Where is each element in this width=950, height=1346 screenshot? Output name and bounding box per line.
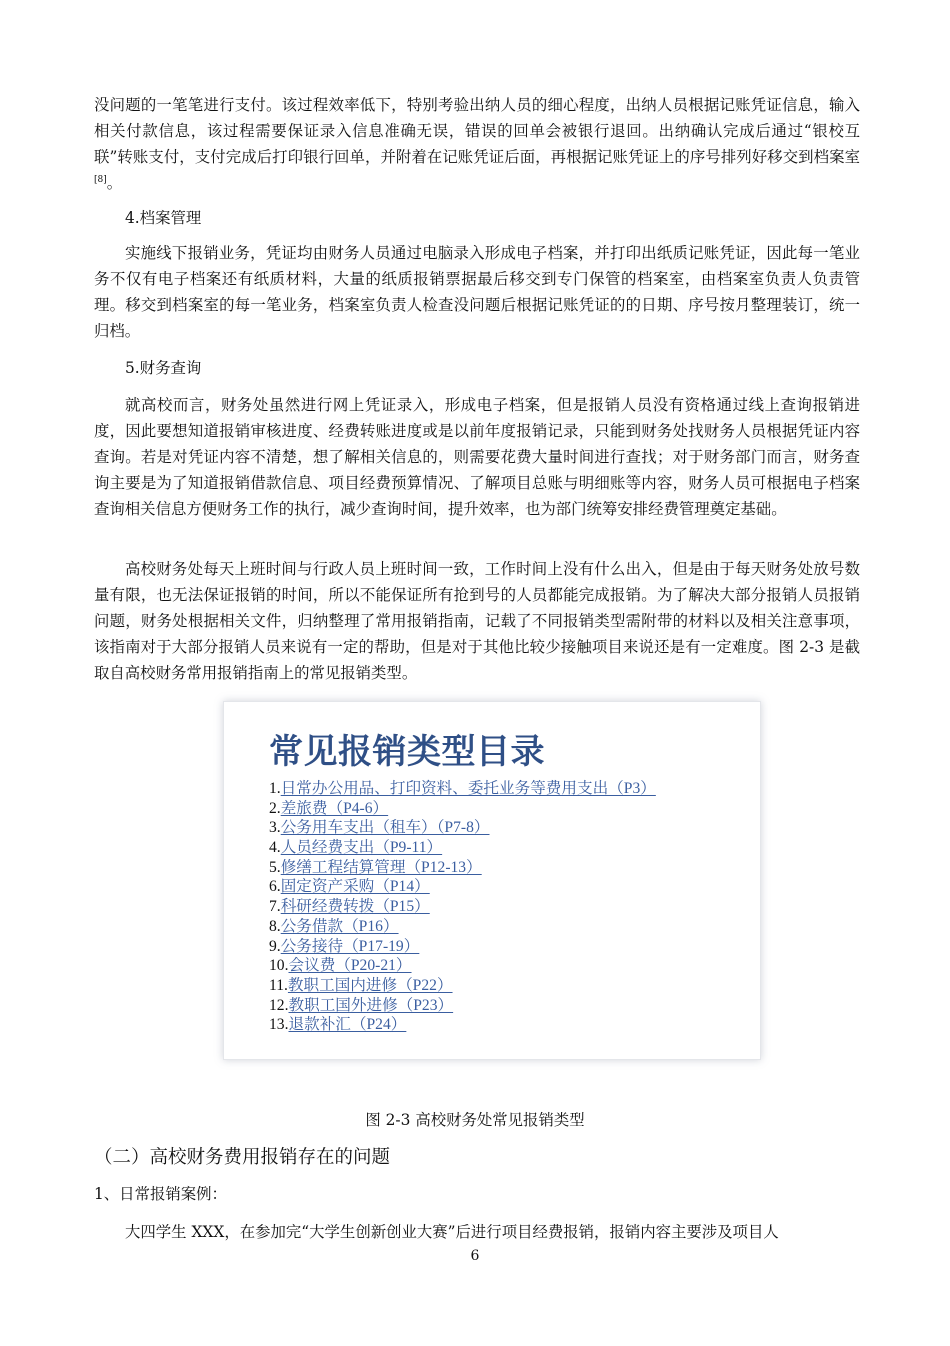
catalog-item-number: 9.	[269, 937, 281, 955]
paragraph-case: 大四学生 XXX，在参加完“大学生创新创业大赛”后进行项目经费报销，报销内容主要涉及项目人	[125, 1223, 779, 1241]
catalog-item-number: 11.	[269, 976, 288, 994]
catalog-item	[269, 897, 656, 917]
catalog-item-link[interactable]: 退款补汇（P24）	[288, 1016, 407, 1034]
figure-caption: 图 2-3 高校财务处常见报销类型	[365, 1111, 585, 1129]
paragraph-finance-query: 就高校而言，财务处虽然进行网上凭证录入，形成电子档案，但是报销人员没有资格通过线上查询报销进度，因此要想知道报销审核进度、经费转账进度或是以前年度报销记录，只能到财务处找财务人员根据凭证内容查询。若是对凭证内容不清楚，想了解相关信息的，则需要花费大量时间进行查找；对于财务部门而言，财务查询主要是为了知道报销借款信息、项目经费预算情况、了解项目总账与明细账等内容，财务人员可根据电子档案查询相关信息方便财务工作的执行，减少查询时间，提升效率，也为部门统筹安排经费管理奠定基础。	[94, 396, 860, 518]
catalog-item	[269, 937, 656, 957]
catalog-item-number: 10.	[269, 957, 289, 975]
subheading-case: 1、日常报销案例：	[94, 1185, 227, 1203]
catalog-item	[269, 799, 656, 819]
catalog-item	[269, 1015, 656, 1035]
catalog-item-number: 7.	[269, 898, 281, 916]
catalog-item	[269, 996, 656, 1016]
catalog-item-number: 1.	[269, 780, 281, 797]
catalog-item-number: 8.	[269, 917, 281, 935]
paragraph-tail: 。	[106, 174, 123, 192]
catalog-item-link[interactable]: 差旅费（P4-6）	[280, 799, 389, 817]
figure-title: 常见报销类型目录	[269, 732, 545, 772]
catalog-item-link[interactable]: 公务接待（P17-19）	[280, 937, 420, 955]
heading-finance-query: 5.财务查询	[125, 359, 202, 377]
heading-archive-management: 4.档案管理	[125, 209, 202, 227]
catalog-item-number: 2.	[269, 799, 281, 817]
catalog-item	[269, 858, 656, 878]
paragraph-text: 没问题的一笔笔进行支付。该过程效率低下，特别考验出纳人员的细心程度，出纳人员根据记账凭证信息，输入相关付款信息，该过程需要保证录入信息准确无误，错误的回单会被银行退回。出纳确认完成后通过“银校互联”转账支付，支付完成后打印银行回单，并附着在记账凭证后面，再根据记账凭证上的序号排列好移交到档案室	[94, 96, 860, 166]
catalog-item-link[interactable]: 会议费（P20-21）	[288, 957, 412, 975]
catalog-item-link[interactable]: 固定资产采购（P14）	[280, 878, 430, 896]
catalog-item	[269, 838, 656, 858]
catalog-item-link[interactable]: 科研经费转拨（P15）	[280, 898, 430, 916]
section-title: （二）高校财务费用报销存在的问题	[94, 1147, 391, 1168]
catalog-item	[269, 779, 656, 799]
citation: [8]	[94, 174, 107, 185]
catalog-item-link[interactable]: 人员经费支出（P9-11）	[280, 839, 443, 857]
catalog-item	[269, 976, 656, 996]
catalog-item-number: 6.	[269, 878, 281, 896]
catalog-list	[269, 779, 656, 1035]
figure-reimbursement-catalog	[223, 701, 761, 1060]
catalog-item-link[interactable]: 公务用车支出（租车）（P7-8）	[280, 819, 490, 837]
catalog-item-number: 5.	[269, 858, 281, 876]
catalog-item-number: 13.	[269, 1016, 289, 1034]
catalog-item-number: 4.	[269, 839, 281, 857]
catalog-item-link[interactable]: 日常办公用品、打印资料、委托业务等费用支出（P3）	[280, 780, 656, 797]
page-number: 6	[470, 1248, 480, 1264]
catalog-item	[269, 818, 656, 838]
catalog-item-number: 3.	[269, 819, 281, 837]
catalog-item	[269, 917, 656, 937]
paragraph-office-hours: 高校财务处每天上班时间与行政人员上班时间一致，工作时间上没有什么出入，但是由于每天财务处放号数量有限，也无法保证报销的时间，所以不能保证所有抢到号的人员都能完成报销。为了解决大部分报销人员报销问题，财务处根据相关文件，归纳整理了常用报销指南，记载了不同报销类型需附带的材料以及相关注意事项，该指南对于大部分报销人员来说有一定的帮助，但是对于其他比较少接触项目来说还是有一定难度。图 2-3 是截取自高校财务常用报销指南上的常见报销类型。	[94, 560, 860, 682]
catalog-item-link[interactable]: 修缮工程结算管理（P12-13）	[280, 858, 482, 876]
catalog-item-link[interactable]: 公务借款（P16）	[280, 917, 399, 935]
catalog-item-number: 12.	[269, 996, 289, 1014]
catalog-item	[269, 956, 656, 976]
paragraph-payment	[94, 92, 860, 196]
paragraph-archive: 实施线下报销业务，凭证均由财务人员通过电脑录入形成电子档案，并打印出纸质记账凭证，因此每一笔业务不仅有电子档案还有纸质材料，大量的纸质报销票据最后移交到专门保管的档案室，由档案室负责人负责管理。移交到档案室的每一笔业务，档案室负责人检查没问题后根据记账凭证的的日期、序号按月整理装订，统一归档。	[94, 244, 860, 340]
catalog-item-link[interactable]: 教职工国内进修（P22）	[287, 976, 453, 994]
catalog-item-link[interactable]: 教职工国外进修（P23）	[288, 996, 454, 1014]
catalog-item	[269, 877, 656, 897]
